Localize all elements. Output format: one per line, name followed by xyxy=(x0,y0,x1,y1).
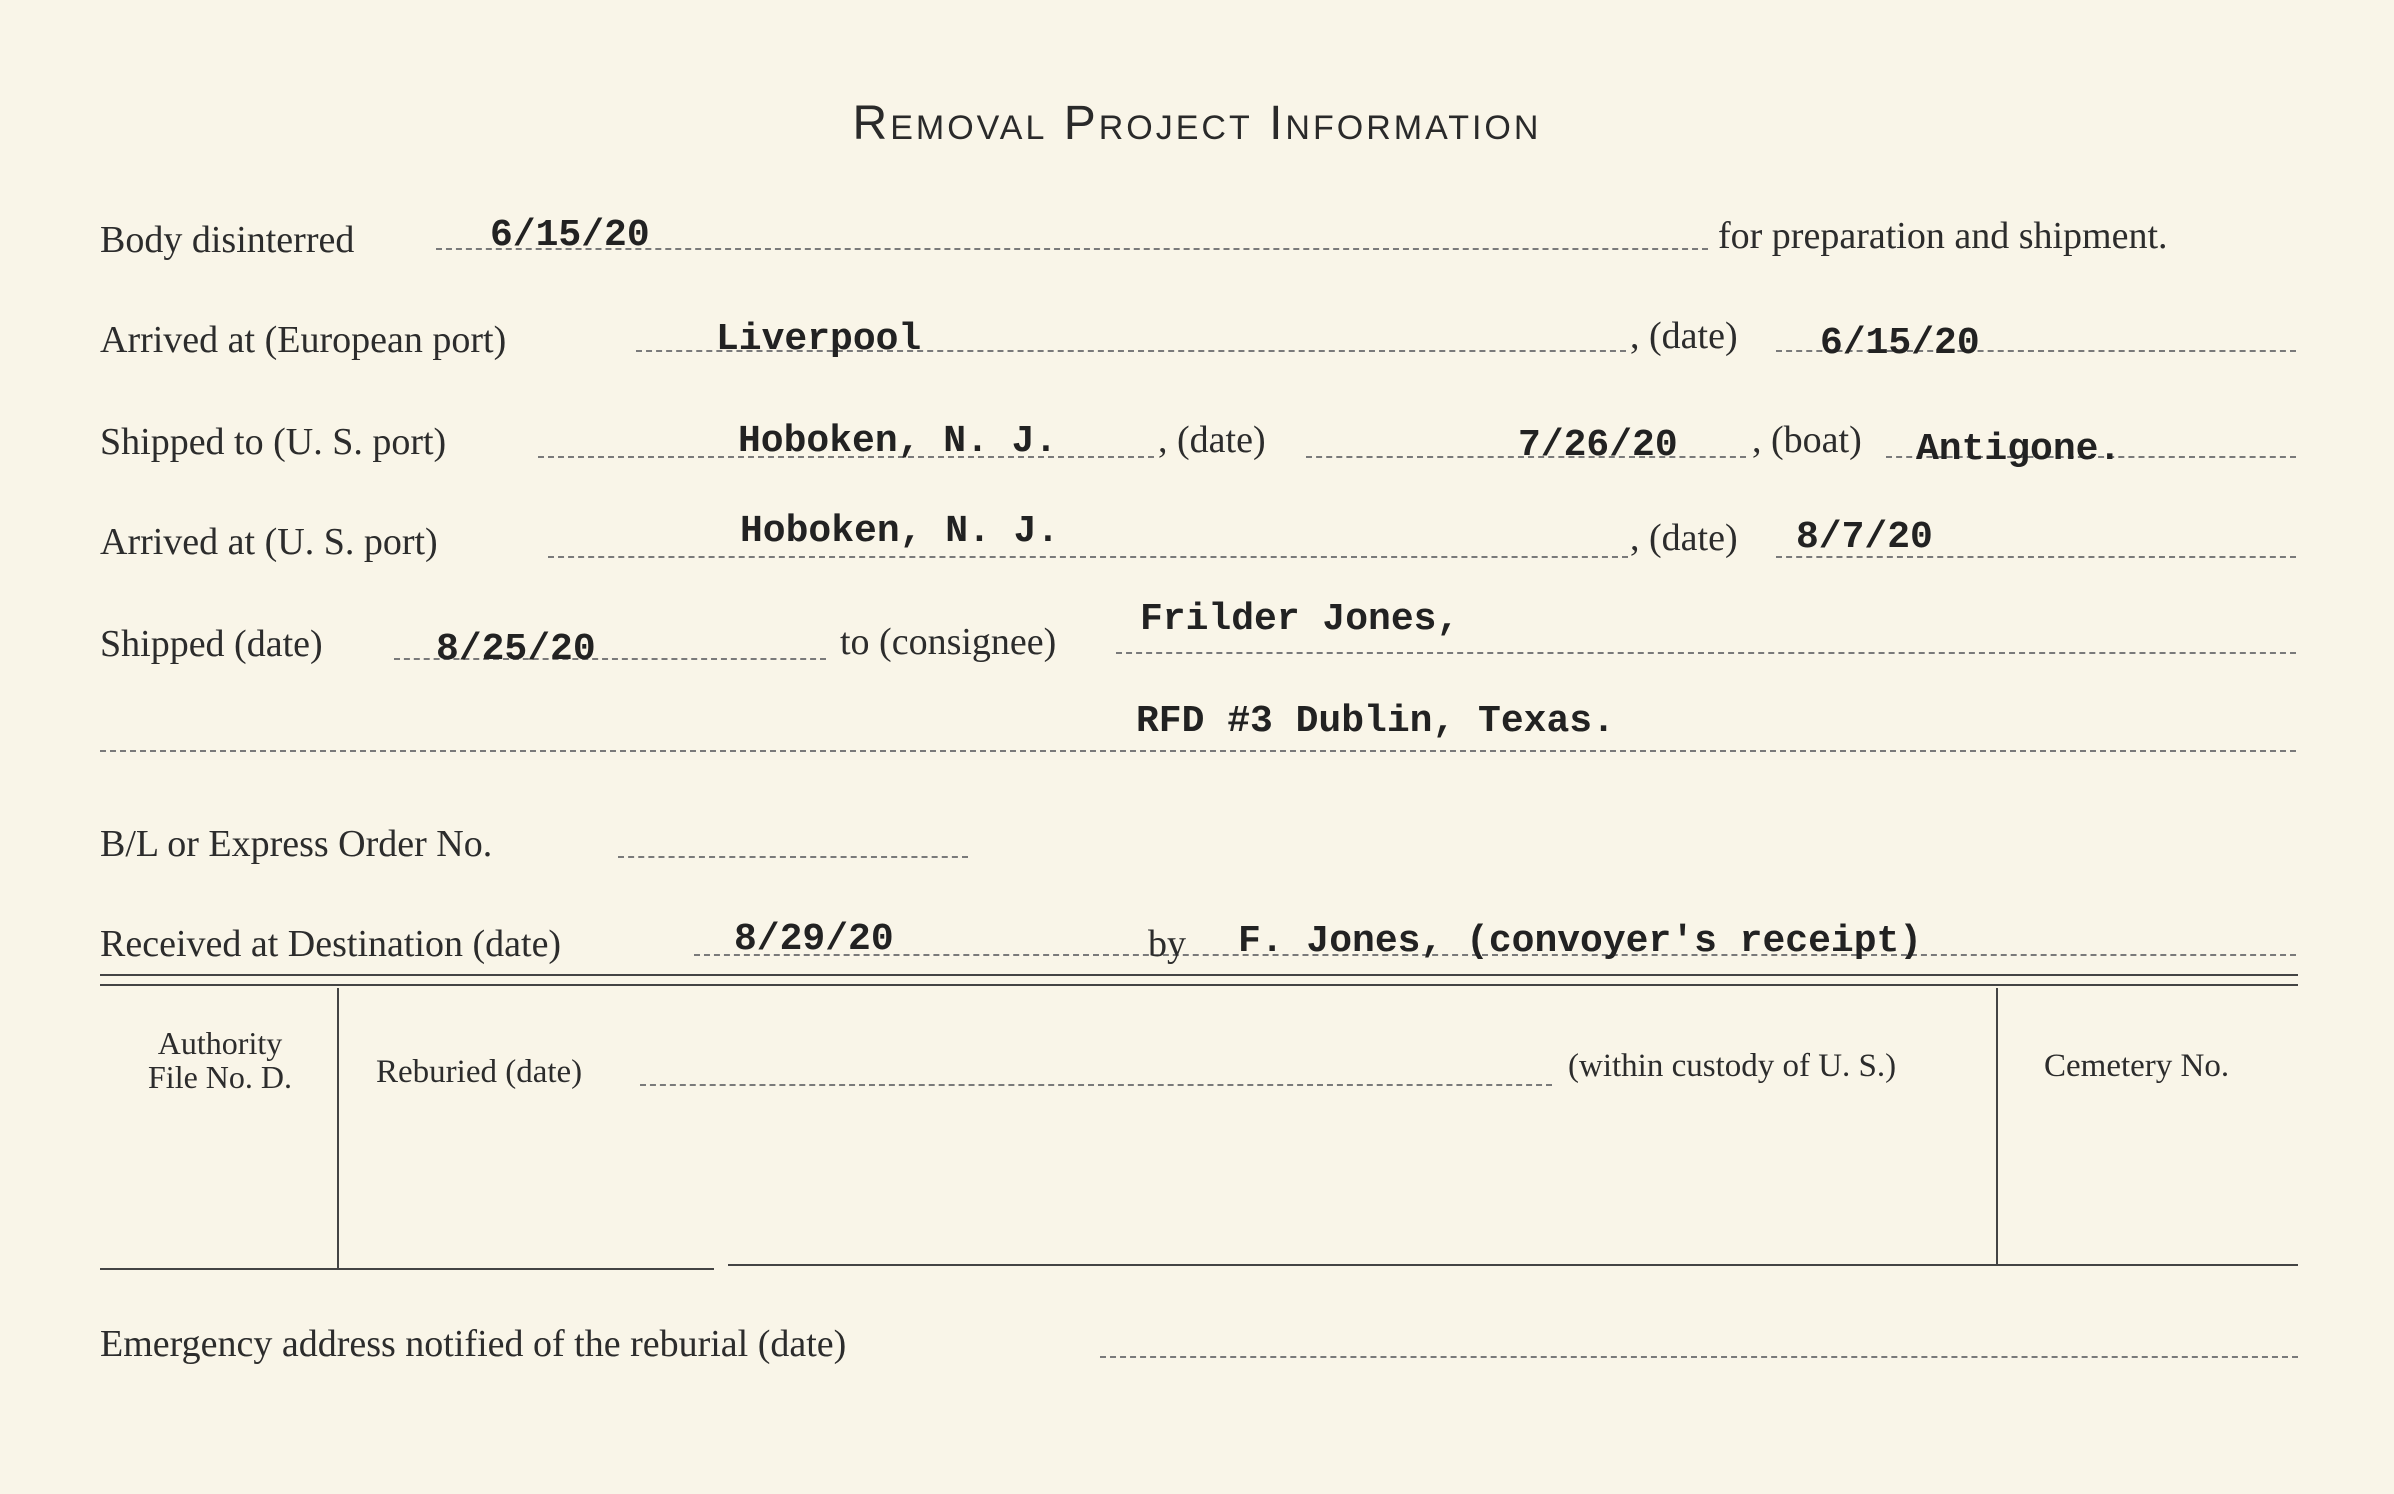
consignee-address: RFD #3 Dublin, Texas. xyxy=(1136,700,1615,743)
consignee-line xyxy=(1116,652,2296,654)
shipped-us-boat-label: , (boat) xyxy=(1752,419,1862,461)
shipped-us-date-label: , (date) xyxy=(1158,419,1266,461)
received-label: Received at Destination (date) xyxy=(100,923,562,965)
bl-order-line xyxy=(618,856,968,858)
arrived-us-line xyxy=(548,556,1628,558)
authority-label-line1: Authority xyxy=(157,1025,283,1061)
authority-label-line2: File No. D. xyxy=(148,1059,292,1095)
shipped-date: 8/25/20 xyxy=(436,628,596,671)
shipped-date-label: Shipped (date) xyxy=(100,623,323,665)
table-bottom-rule-left xyxy=(100,1268,714,1270)
consignee-name: Frilder Jones, xyxy=(1140,598,1460,641)
arrived-us-label: Arrived at (U. S. port) xyxy=(100,521,438,563)
table-divider-left xyxy=(337,988,339,1268)
arrived-us-date-label: , (date) xyxy=(1630,517,1738,559)
consignee-label: to (consignee) xyxy=(840,621,1057,663)
emergency-label: Emergency address notified of the reburial (date) xyxy=(100,1323,847,1365)
received-by: F. Jones, (convoyer's receipt) xyxy=(1238,920,1923,963)
cemetery-label: Cemetery No. xyxy=(2044,1048,2230,1084)
emergency-line xyxy=(1100,1356,2298,1358)
reburied-label: Reburied (date) xyxy=(376,1054,583,1090)
arrived-european-date-label: , (date) xyxy=(1630,315,1738,357)
arrived-european-port: Liverpool xyxy=(716,318,922,361)
received-by-label: by xyxy=(1148,923,1186,965)
received-date: 8/29/20 xyxy=(734,918,894,961)
disinterred-suffix: for preparation and shipment. xyxy=(1718,215,2168,257)
reburied-line xyxy=(640,1084,1552,1086)
card-title: Removal Project Information xyxy=(852,97,1542,150)
bl-order-label: B/L or Express Order No. xyxy=(100,823,493,865)
table-top-rule xyxy=(100,974,2298,976)
table-bottom-rule-right xyxy=(728,1264,2298,1266)
shipped-us-date: 7/26/20 xyxy=(1518,424,1678,467)
arrived-us-port: Hoboken, N. J. xyxy=(740,510,1060,553)
consignee-address-line xyxy=(100,750,2296,752)
shipped-us-boat: Antigone. xyxy=(1916,428,2122,471)
shipped-us-port: Hoboken, N. J. xyxy=(738,420,1058,463)
table-divider-right xyxy=(1996,988,1998,1264)
disinterred-date: 6/15/20 xyxy=(490,214,650,257)
custody-label: (within custody of U. S.) xyxy=(1568,1048,1897,1084)
disinterred-label: Body disinterred xyxy=(100,219,355,261)
shipped-us-label: Shipped to (U. S. port) xyxy=(100,421,447,463)
arrived-us-date: 8/7/20 xyxy=(1796,516,1933,559)
arrived-european-label: Arrived at (European port) xyxy=(100,319,507,361)
authority-label xyxy=(110,1026,330,1094)
arrived-european-date: 6/15/20 xyxy=(1820,322,1980,365)
table-top-rule-double xyxy=(100,984,2298,986)
